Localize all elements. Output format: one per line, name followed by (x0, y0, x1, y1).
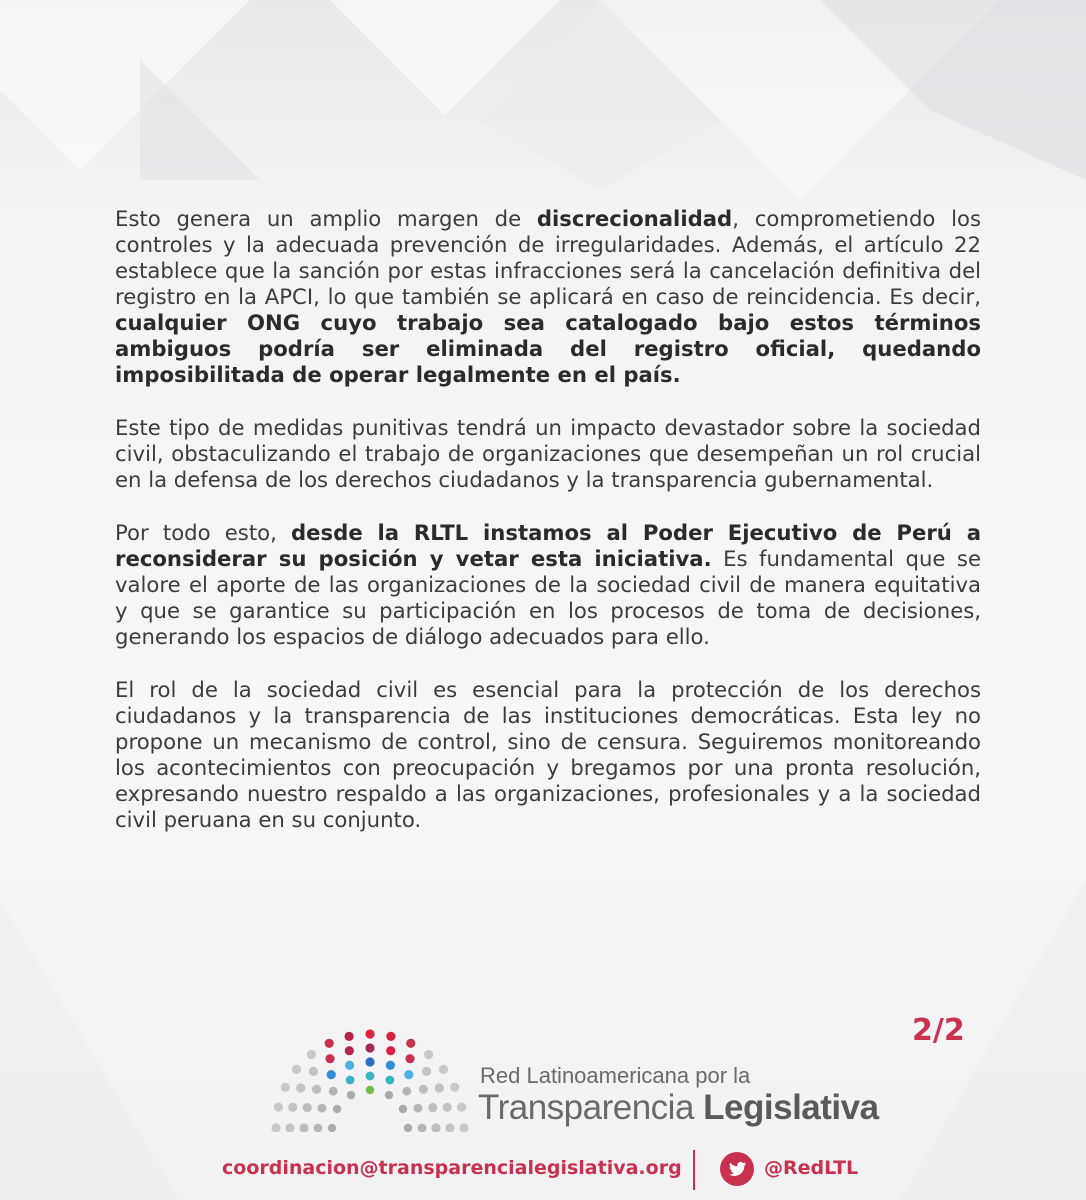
paragraph-3 (115, 520, 981, 650)
p1-bold-discrecionalidad: discrecionalidad (536, 206, 733, 231)
logo-dot (296, 1083, 305, 1092)
p1-text-1: Esto genera un amplio margen de (115, 206, 537, 231)
paragraph-1 (115, 206, 981, 388)
logo-dot (271, 1123, 280, 1132)
logo-dot (450, 1083, 459, 1092)
logo-word-legislativa: Legislativa (703, 1088, 879, 1127)
logo-dot (404, 1070, 413, 1079)
p4-text-1: El rol de la sociedad civil es esencial para la protección de los derechos ciudadanos y la transparencia de las instituciones democráticas. Esta ley no propone un mecanismo de control, sino de censura. Seguiremos monitoreando los acontecimientos con preocupación y bregamos por una pronta resolución, expresando nuestro respaldo a las organizaciones, profesionales y a la sociedad civil peruana en su conjunto. (115, 677, 981, 832)
twitter-handle-link[interactable]: @RedLTL (764, 1157, 859, 1179)
logo-dot (288, 1103, 297, 1112)
logo-dot (365, 1043, 374, 1052)
logo-dot (445, 1123, 454, 1132)
p3-bold-rltl-call: desde la RLTL instamos al Poder Ejecutivo de Perú a reconsiderar su posición y vetar esta iniciativa. (115, 520, 981, 571)
logo-text-line2 (478, 1088, 879, 1128)
logo-dot (424, 1050, 433, 1059)
logo-dot (385, 1091, 393, 1099)
logo-dot (422, 1067, 431, 1076)
p1-text-2: , comprometiendo los controles y la adecuada prevención de irregularidades. Además, el artículo 22 establece que la sanción por estas infracciones será la cancelación definitiva del registro en la APCI, lo que también se aplicará en caso de reincidencia. Es decir, (115, 206, 981, 309)
logo-dot (333, 1105, 341, 1113)
logo-dot (435, 1083, 444, 1092)
logo-dot (443, 1103, 452, 1112)
statement-body (115, 206, 981, 860)
logo-dot (345, 1032, 354, 1041)
page-number: 2/2 (912, 1013, 965, 1048)
logo-dot (327, 1070, 336, 1079)
logo-dot (428, 1103, 437, 1112)
logo-dot (328, 1124, 336, 1132)
logo-dot (418, 1124, 427, 1132)
twitter-bird-icon[interactable] (720, 1152, 754, 1186)
logo-dot (314, 1124, 323, 1132)
logo-dot (431, 1123, 440, 1132)
logo-dot (404, 1124, 412, 1132)
logo-dot (299, 1123, 308, 1132)
logo-dot (366, 1072, 375, 1081)
logo-dot (459, 1123, 468, 1132)
logo-dot (419, 1085, 428, 1094)
logo-dot (285, 1123, 294, 1132)
logo-dot (346, 1076, 355, 1085)
logo-text-line1: Red Latinoamericana por la (480, 1063, 751, 1088)
logo-dot (386, 1046, 395, 1055)
logo-dot (366, 1086, 374, 1094)
logo-dot (347, 1091, 355, 1099)
logo-dot (406, 1039, 415, 1048)
logo-dot (386, 1061, 395, 1070)
logo-dot (329, 1087, 338, 1096)
logo-dot (303, 1103, 312, 1112)
paragraph-2 (115, 415, 981, 493)
p1-bold-ong-clause: cualquier ONG cuyo trabajo sea catalogado bajo estos términos ambiguos podría ser eliminada del registro oficial, quedando imposibilitada de operar legalmente en el país. (115, 310, 981, 387)
p2-text-1: Este tipo de medidas punitivas tendrá un impacto devastador sobre la sociedad civil, obstaculizando el trabajo de organizaciones que desempeñan un rol crucial en la defensa de los derechos ciudadanos y la transparencia gubernamental. (115, 415, 981, 492)
logo-dot (402, 1087, 411, 1096)
logo-dot (345, 1061, 354, 1070)
logo-dot (365, 1057, 374, 1066)
logo-dot (457, 1103, 466, 1112)
logo-dot (281, 1083, 290, 1092)
logo-dot (312, 1085, 321, 1094)
contact-email-link[interactable]: coordinacion@transparencialegislativa.org (222, 1157, 682, 1179)
logo-word-transparencia: Transparencia (478, 1088, 694, 1127)
p3-text-2: Es fundamental que se valore el aporte de las organizaciones de la sociedad civil de manera equitativa y que se garantice su participación en los procesos de toma de decisiones, generando los espacios de diálogo adecuados para ello. (115, 546, 981, 649)
logo-dot (405, 1054, 414, 1063)
parliament-dots-logo-icon (270, 1020, 470, 1132)
logo-dot (414, 1104, 423, 1113)
logo-dot (365, 1029, 374, 1038)
logo-dot (386, 1032, 395, 1041)
logo-dot (399, 1105, 407, 1113)
logo-dot (274, 1103, 283, 1112)
logo-dot (386, 1076, 395, 1085)
logo-dot (309, 1067, 318, 1076)
footer-divider (693, 1150, 695, 1190)
logo-dot (345, 1046, 354, 1055)
logo-dot (318, 1104, 327, 1113)
paragraph-4 (115, 677, 981, 833)
p3-text-1: Por todo esto, (115, 520, 292, 545)
logo-dot (292, 1065, 301, 1074)
logo-dot (439, 1065, 448, 1074)
logo-dot (307, 1050, 316, 1059)
logo-dot (325, 1039, 334, 1048)
logo-dot (325, 1054, 334, 1063)
